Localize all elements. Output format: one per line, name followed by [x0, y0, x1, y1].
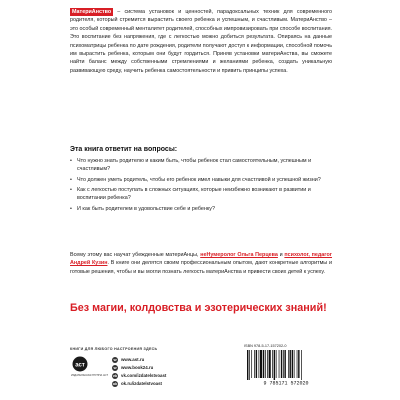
publisher-name: ИЗДАТЕЛЬСКАЯ ГРУППА АСТ — [71, 374, 109, 377]
barcode-bar — [294, 350, 295, 378]
barcode-bar — [256, 350, 257, 378]
authors-paragraph — [70, 251, 332, 276]
barcode-bar — [269, 350, 271, 378]
logo-text: аст — [75, 362, 85, 369]
questions-title: Эта книга ответит на вопросы: — [70, 146, 178, 153]
link-vk[interactable] — [112, 372, 192, 380]
barcode-bar — [272, 350, 273, 378]
list-item — [70, 158, 332, 174]
authors-and: и — [277, 252, 285, 258]
publisher-tagline: КНИГИ ДЛЯ ЛЮБОГО НАСТРОЕНИЯ ЗДЕСЬ — [70, 347, 158, 351]
barcode-bar — [276, 350, 277, 378]
barcode-bar — [247, 350, 248, 380]
publisher-links — [112, 356, 192, 388]
barcode-bars — [247, 350, 302, 380]
barcode-bar — [301, 350, 302, 380]
intro-paragraph — [70, 8, 332, 75]
barcode-bar — [279, 350, 280, 378]
barcode-bar — [251, 350, 252, 378]
ok-icon: ok — [112, 381, 118, 386]
link-text: www.ast.ru — [121, 357, 145, 362]
list-item — [70, 206, 332, 214]
question-text: И как быть родителем в удовольствие себе и ребенку? — [77, 205, 215, 212]
barcode-bar — [265, 350, 266, 378]
vk-icon: vk — [112, 373, 118, 378]
slogan: Без магии, колдовства и эзотерических знаний! — [70, 302, 327, 314]
barcode-icon — [244, 350, 328, 386]
barcode-bar — [254, 350, 255, 378]
bullet-icon: • — [70, 187, 72, 194]
link-ok[interactable] — [112, 380, 192, 388]
bullet-icon: • — [70, 176, 72, 183]
barcode-bar — [297, 350, 298, 378]
barcode-bar — [283, 350, 284, 378]
question-text: Что нужно знать родителю и каким быть, чтобы ребенок стал самостоятельным, успешным и счастливым? — [77, 158, 312, 172]
barcode-bar — [281, 350, 282, 378]
questions-list — [70, 158, 332, 217]
barcode-bar — [249, 350, 250, 380]
barcode-bar — [267, 350, 268, 378]
author-link-pertseva[interactable]: неНумеролог Ольга Перцева — [200, 252, 278, 258]
ast-logo-icon — [72, 356, 88, 372]
bullet-icon: • — [70, 205, 72, 212]
book-back-cover — [54, 0, 348, 400]
barcode-bar — [259, 350, 260, 378]
list-item — [70, 187, 332, 203]
question-text: Что должен уметь родитель, чтобы его ребенок имел навыки для счастливой и успешной жизни? — [77, 176, 321, 183]
author-link-kuzin[interactable]: психолог, педагог Андрей Кузин — [70, 252, 332, 267]
link-text: vk.com/izdatelstvoast — [121, 373, 167, 378]
intro-text: – система установок и ценностей, парадоксальных техник для современного родителя, который стремится вырастить своего ребенка и успешным, и счастливым. МатериАнство – это особый современный менталитет родителей, способных импровизировать при способе воспитания. Это воспитание без напряжения, где с легкостью можно добиться результата. Опираясь на данные психоматрицы ребенка по дате рождения, родители получают доступ к информации, способной помочь им вырастить ребенка, которым они будут гордиться. Приняв установки материАнства, вы сможете найти баланс между собственными стремлениями и желаниями ребенка, создать уникальную развивающую среду, научить ребенка самостоятельности и привить принципы успеха. — [70, 9, 332, 74]
barcode-bar — [284, 350, 285, 378]
barcode-bar — [298, 350, 299, 378]
isbn-label: ISBN 978-5-17-157202-0 — [244, 344, 287, 348]
globe-icon: w — [113, 365, 117, 370]
barcode-bar — [292, 350, 293, 378]
barcode-bar — [260, 350, 262, 378]
list-item — [70, 177, 332, 185]
link-text: ok.ru/izdatelstvoast — [121, 381, 162, 386]
barcode-bar — [263, 350, 264, 378]
barcode-bar — [274, 350, 275, 380]
barcode-digits: 9 785171 572020 — [263, 380, 309, 386]
barcode-bar — [288, 350, 289, 378]
authors-suffix: . В книге они делятся своим профессиональным опытом, дают конкретные алгоритмы и готовые решения, чтобы и вы могли познать легкость материАнства и привести своих детей к успеху. — [70, 260, 332, 275]
barcode-bar — [289, 350, 290, 378]
question-text: Как с легкостью поступать в сложных ситуациях, которые неизбежно возникают в развитии и воспитании ребенка? — [77, 187, 311, 202]
globe-icon: w — [113, 357, 117, 362]
link-text: www.book24.ru — [121, 365, 154, 370]
brand-badge: МатериАнство — [72, 9, 112, 15]
link-book24[interactable] — [112, 364, 192, 372]
link-ast[interactable] — [112, 356, 192, 364]
authors-prefix: Всему этому вас научат убежденные материАнцы, — [70, 252, 201, 258]
bullet-icon: • — [70, 158, 72, 164]
